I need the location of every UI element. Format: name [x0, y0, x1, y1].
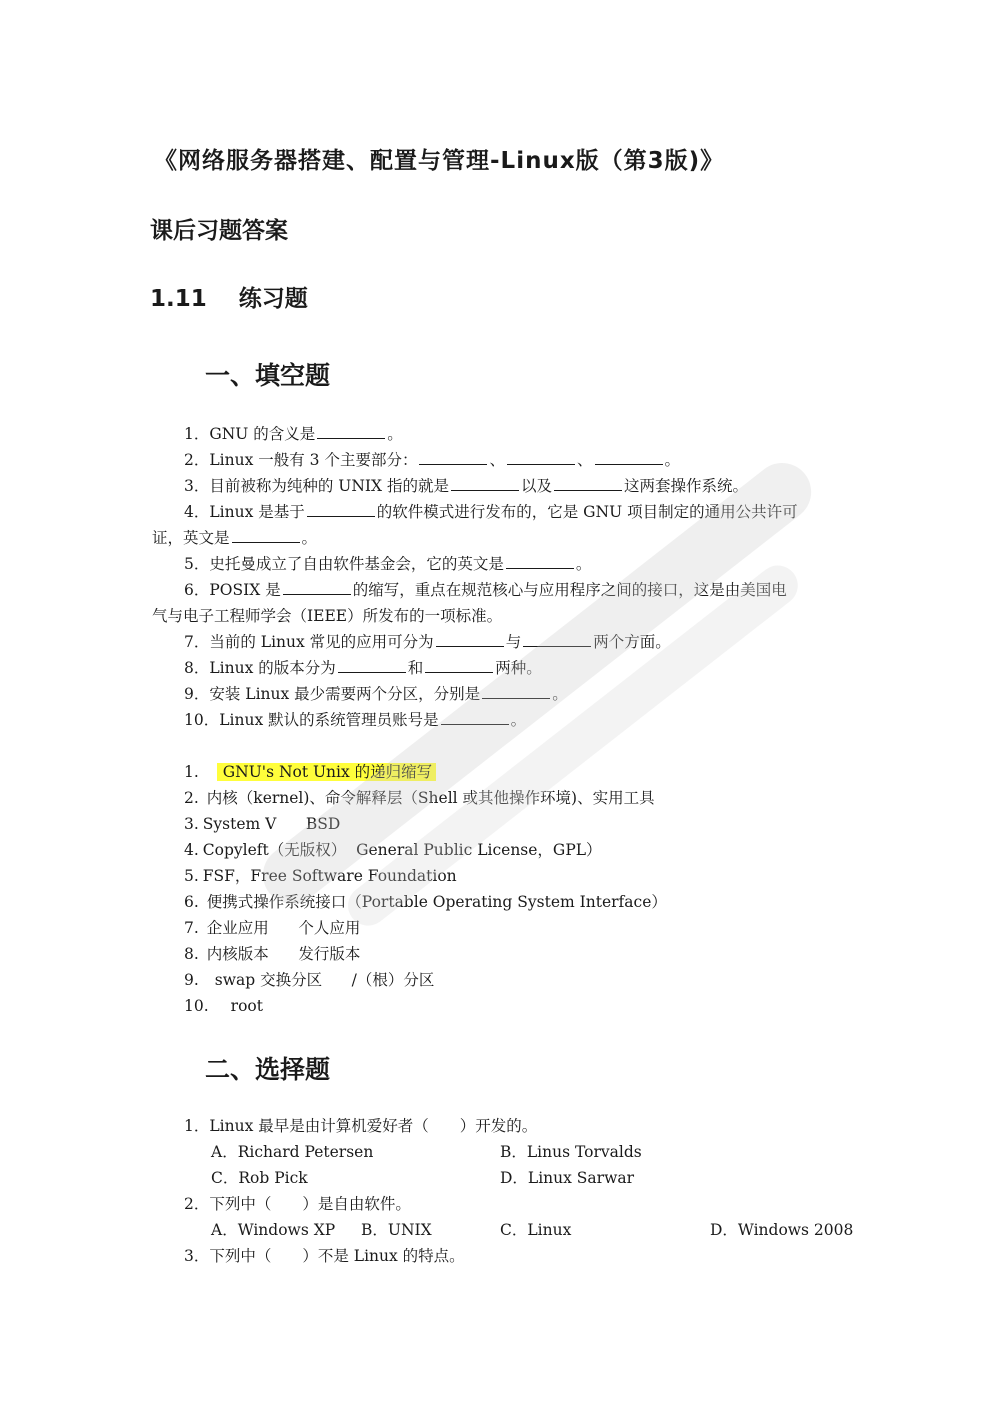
answer-blank — [232, 528, 300, 543]
chapter-title: 练习题 — [238, 286, 308, 312]
choice-question-1: 1．Linux 最早是由计算机爱好者（ ）开发的。 — [184, 1117, 538, 1135]
choice-2-option-d: D．Windows 2008 — [710, 1221, 854, 1239]
choice-2-option-c: C．Linux — [500, 1221, 572, 1239]
answer-10: 10. root — [184, 997, 263, 1015]
answer-3: 3. System V BSD — [184, 815, 341, 833]
answer-blank — [338, 658, 406, 673]
fill-question-1: 1．GNU 的含义是 。 — [184, 425, 403, 443]
choice-question-3: 3．下列中（ ）不是 Linux 的特点。 — [184, 1247, 465, 1265]
answer-blank — [507, 450, 575, 465]
chapter-heading — [150, 280, 308, 313]
choice-1-option-c: C．Rob Pick — [211, 1169, 308, 1187]
answer-9: 9. swap 交换分区 /（根）分区 — [184, 971, 435, 989]
answer-7: 7. 企业应用 个人应用 — [184, 919, 361, 937]
answer-blank — [441, 710, 509, 725]
answer-2: 2. 内核（kernel)、命令解释层（Shell 或其他操作环境)、实用工具 — [184, 789, 655, 807]
answer-blank — [595, 450, 663, 465]
answer-blank — [317, 424, 385, 439]
answer-6: 6. 便携式操作系统接口（Portable Operating System Interface） — [184, 893, 667, 911]
highlighted-answer: GNU's Not Unix 的递归缩写 — [217, 763, 436, 781]
choice-question-2: 2．下列中（ ）是自由软件。 — [184, 1195, 411, 1213]
answer-blank — [419, 450, 487, 465]
answer-blank — [523, 632, 591, 647]
fill-question-5: 5．史托曼成立了自由软件基金会，它的英文是 。 — [184, 555, 592, 573]
book-title: 《网络服务器搭建、配置与管理-Linux版（第3版)》 — [154, 148, 725, 174]
choice-2-option-b: B．UNIX — [361, 1221, 432, 1239]
answer-blank — [554, 476, 622, 491]
answer-1: 1. GNU's Not Unix 的递归缩写 — [184, 762, 436, 782]
fill-question-3: 3．目前被称为纯种的 UNIX 指的就是 以及 这两套操作系统。 — [184, 477, 749, 495]
chapter-number: 1.11 — [150, 286, 207, 312]
choice-1-option-a: A．Richard Petersen — [211, 1143, 374, 1161]
answer-blank — [436, 632, 504, 647]
fill-question-10: 10．Linux 默认的系统管理员账号是 。 — [184, 711, 527, 729]
choice-1-option-b: B．Linus Torvalds — [500, 1143, 642, 1161]
answer-blank — [283, 580, 351, 595]
answer-5: 5. FSF，Free Software Foundation — [184, 867, 457, 885]
fill-question-4-continued: 证，英文是 。 — [152, 529, 318, 547]
answer-blank — [482, 684, 550, 699]
section-choice-heading: 二、选择题 — [205, 1055, 331, 1084]
answer-blank — [451, 476, 519, 491]
answer-blank — [307, 502, 375, 517]
fill-question-4: 4．Linux 是基于 的软件模式进行发布的，它是 GNU 项目制定的通用公共许可 — [184, 503, 798, 521]
answer-blank — [506, 554, 574, 569]
page-subtitle: 课后习题答案 — [150, 218, 288, 244]
fill-question-9: 9．安装 Linux 最少需要两个分区，分别是 。 — [184, 685, 568, 703]
choice-1-option-d: D．Linux Sarwar — [500, 1169, 634, 1187]
fill-question-6: 6．POSIX 是 的缩写，重点在规范核心与应用程序之间的接口，这是由美国电 — [184, 581, 787, 599]
fill-question-6-continued: 气与电子工程师学会（IEEE）所发布的一项标准。 — [152, 607, 503, 625]
choice-2-option-a: A．Windows XP — [211, 1221, 336, 1239]
section-fill-in-heading: 一、填空题 — [205, 361, 331, 390]
answer-blank — [425, 658, 493, 673]
fill-question-7: 7．当前的 Linux 常见的应用可分为 与 两个方面。 — [184, 633, 671, 651]
fill-question-8: 8．Linux 的版本分为 和 两种。 — [184, 659, 542, 677]
answer-4: 4. Copyleft（无版权） General Public License，GPL） — [184, 841, 602, 859]
fill-question-2: 2．Linux 一般有 3 个主要部分： 、 、 。 — [184, 451, 681, 469]
answer-8: 8. 内核版本 发行版本 — [184, 945, 361, 963]
